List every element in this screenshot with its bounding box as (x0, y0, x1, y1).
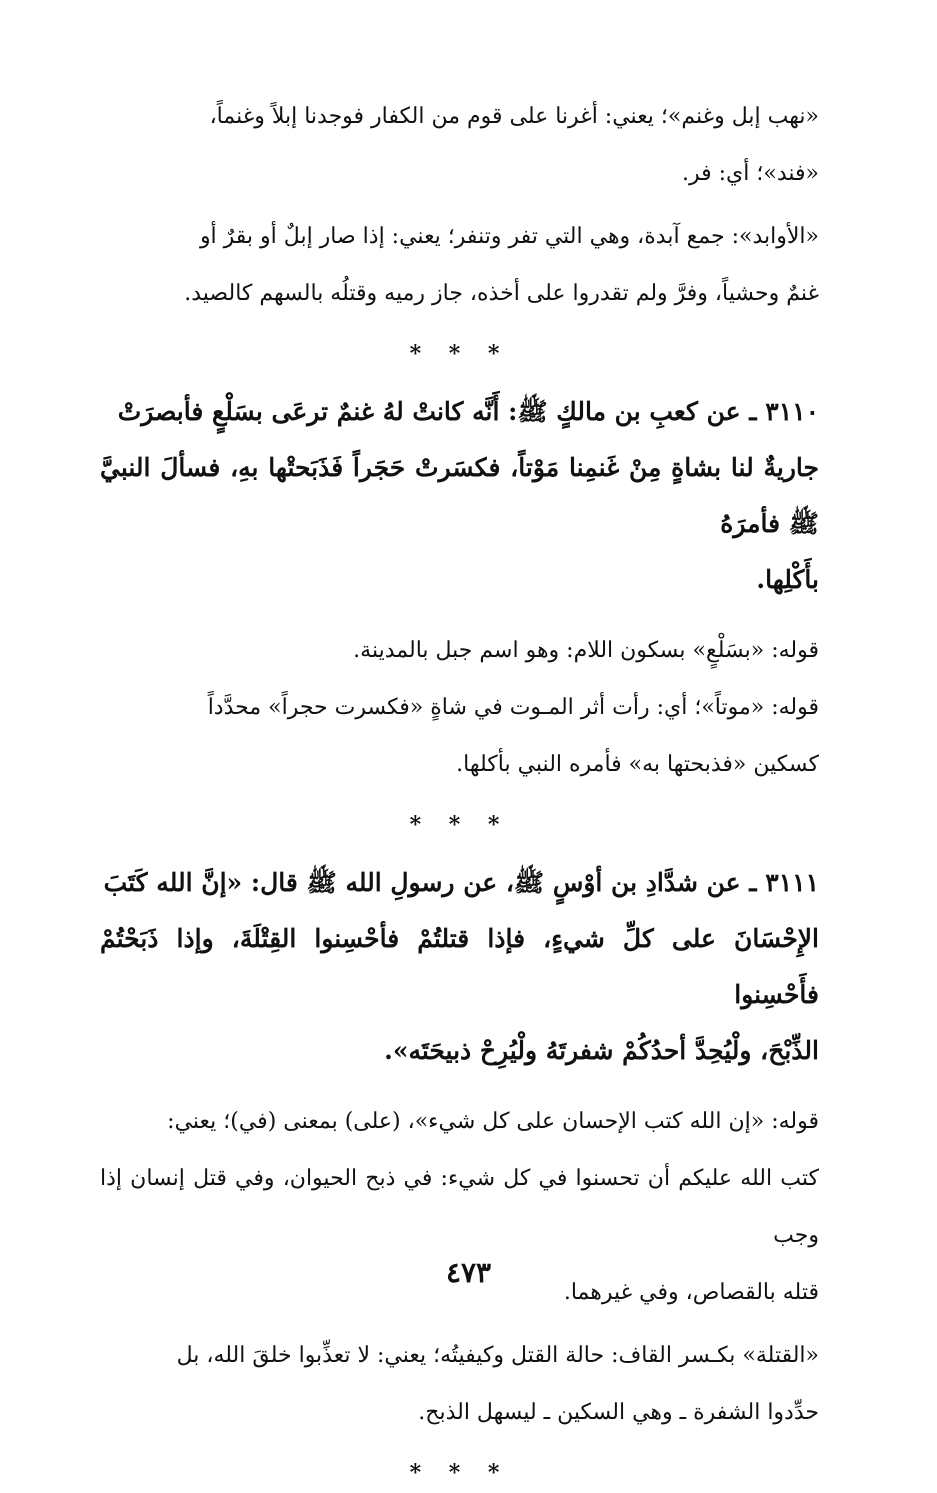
text-line: بأَكْلِها. (756, 565, 819, 594)
text-line: قوله: «موتاً»؛ أي: رأت أثر المـوت في شاةٍ «فكسرت حجراً» محدَّداً (207, 695, 819, 720)
text-line: الإِحْسَانَ على كلِّ شيءٍ، فإذا قتلتُمْ فأحْسِنوا القِتْلَةَ، وإذا ذَبَحْتُمْ فأَحْسِنوا (100, 924, 819, 1009)
text-line: قوله: «بسَلْعٍ» بسكون اللام: وهو اسم جبل بالمدينة. (353, 638, 819, 663)
page-number: ٤٧٣ (445, 1256, 492, 1289)
note-paragraph (100, 88, 819, 202)
text-line: «القتلة» بكـسر القاف: حالة القتل وكيفيتُه؛ يعني: لا تعذِّبوا خلقَ الله، بل (176, 1343, 819, 1368)
section-separator: * * * (409, 812, 510, 838)
text-line: جاريةٌ لنا بشاةٍ مِنْ غَنمِنا مَوْتاً، فكسَرتْ حَجَراً فَذَبَحتْها بهِ، فسألَ النبيَّ ﷺ فأمرَهُ (100, 453, 819, 538)
note-paragraph (100, 1327, 819, 1441)
note-paragraph (100, 622, 819, 679)
text-line: حدِّدوا الشفرة ـ وهي السكين ـ ليسهل الذبح. (418, 1400, 819, 1425)
text-line: غنمٌ وحشياً، وفرَّ ولم تقدروا على أخذه، جاز رميه وقتلُه بالسهم كالصيد. (184, 281, 819, 306)
section-separator: * * * (409, 341, 510, 367)
text-line: «نهب إبل وغنم»؛ يعني: أغرنا على قوم من الكفار فوجدنا إبلاً وغنماً، (209, 104, 819, 129)
text-line: الذِّبْحَ، ولْيُحِدَّ أحدُكُمْ شفرتَهُ ولْيُرِحْ ذبيحَتَه». (384, 1036, 819, 1065)
text-line: قتله بالقصاص، وفي غيرهما. (563, 1280, 819, 1305)
text-line: «فند»؛ أي: فر. (682, 161, 819, 186)
text-line: ٣١١١ ـ عن شدَّادِ بن أوْسٍ ﷺ، عن رسولِ الله ﷺ قال: «إنَّ الله كَتَبَ (103, 868, 819, 897)
text-line: ٣١١٠ ـ عن كعبِ بن مالكٍ ﷺ: أَنَّه كانتْ لهُ غنمٌ ترعَى بسَلْعٍ فأبصرَتْ (117, 397, 819, 426)
note-paragraph (100, 679, 819, 793)
text-line: قوله: «إن الله كتب الإحسان على كل شيء»، (على) بمعنى (في)؛ يعني: (167, 1109, 819, 1134)
note-paragraph (100, 208, 819, 322)
hadith-paragraph (100, 384, 819, 608)
hadith-paragraph (100, 855, 819, 1079)
text-line: كتب الله عليكم أن تحسنوا في كل شيء: في ذبح الحيوان، وفي قتل إنسان إذا وجب (100, 1166, 819, 1248)
text-line: كسكين «فذبحتها به» فأمره النبي بأكلها. (456, 752, 819, 777)
section-separator: * * * (409, 1460, 510, 1486)
text-line: «الأوابد»: جمع آبدة، وهي التي تفر وتنفر؛ يعني: إذا صار إبلٌ أو بقرٌ أو (199, 224, 819, 249)
